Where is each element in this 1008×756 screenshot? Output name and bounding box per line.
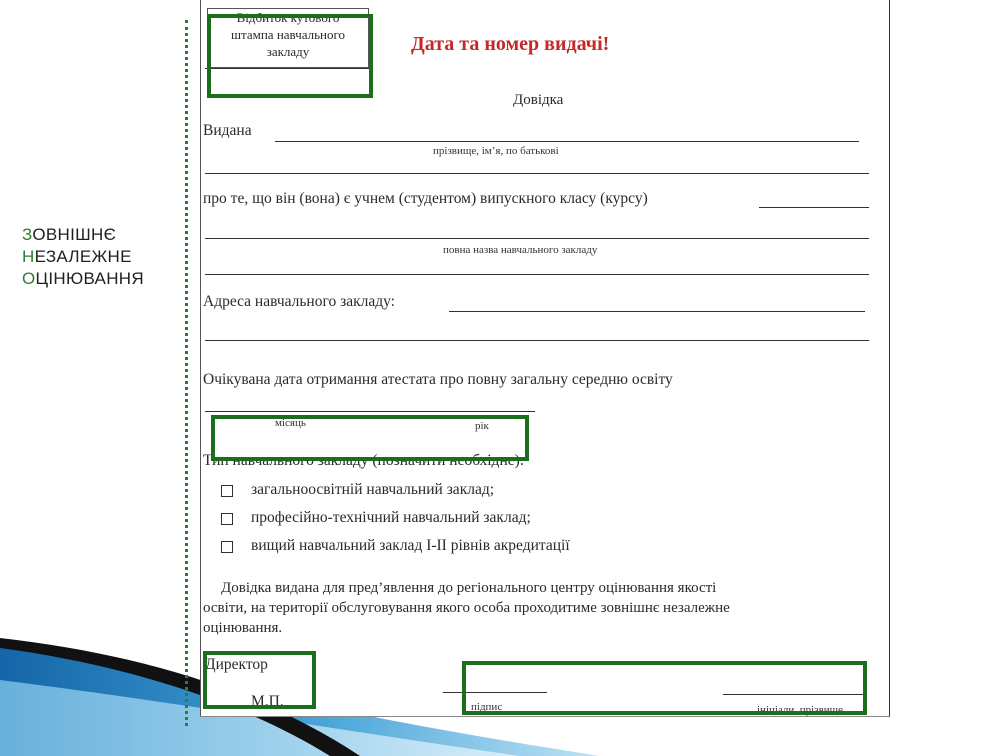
director-label: Директор: [205, 656, 268, 673]
checkbox-higher-school[interactable]: [221, 541, 233, 553]
initials-caption: ініціали, прізвище: [757, 704, 844, 716]
dotted-divider: [185, 20, 188, 726]
certificate-form: [200, 0, 890, 717]
highlight-director: [203, 651, 316, 709]
seal-label: М.П.: [251, 693, 284, 710]
issue-note: Дата та номер видачі!: [411, 33, 610, 55]
purpose-line-1: Довідка видана для пред’явлення до регіонального центру оцінювання якості: [221, 580, 717, 596]
school-name-caption: повна назва навчального закладу: [443, 244, 598, 256]
purpose-line-2: освіти, на території обслуговування якого особа проходитиме зовнішнє незалежне: [203, 600, 730, 616]
issued-to-label: Видана: [203, 122, 252, 139]
student-statement: про те, що він (вона) є учнем (студентом) випускного класу (курсу): [203, 190, 648, 207]
checkbox-vocational-school[interactable]: [221, 513, 233, 525]
checkbox-general-school[interactable]: [221, 485, 233, 497]
purpose-line-3: оцінювання.: [203, 620, 283, 636]
document-heading: Довідка: [513, 92, 564, 108]
title-line-2: НЕЗАЛЕЖНЕ: [22, 247, 132, 266]
highlight-stamp: [207, 14, 373, 98]
stamp-area: Відбиток кутового штампа навчального закладу: [207, 8, 369, 68]
school-type-general: загальноосвітній навчальний заклад;: [251, 481, 495, 498]
signature-caption: підпис: [471, 701, 503, 713]
expected-date-text: Очікувана дата отримання атестата про повну загальну середню освіту: [203, 371, 673, 388]
highlight-date-fields: [211, 415, 529, 461]
year-caption: рік: [475, 420, 489, 432]
slide-title: [22, 224, 144, 290]
school-type-higher: вищий навчальний заклад I-II рівнів акредитації: [251, 537, 570, 554]
name-caption: прізвище, ім’я, по батькові: [433, 145, 559, 157]
highlight-signature: [462, 661, 867, 715]
title-line-3: ОЦІНЮВАННЯ: [22, 269, 144, 288]
school-type-label: Тип навчального закладу (позначити необхідне):: [203, 452, 525, 469]
address-label: Адреса навчального закладу:: [203, 293, 395, 310]
school-type-vocational: професійно-технічний навчальний заклад;: [251, 509, 531, 526]
month-caption: місяць: [275, 417, 306, 429]
title-line-1: ЗОВНІШНЄ: [22, 225, 117, 244]
